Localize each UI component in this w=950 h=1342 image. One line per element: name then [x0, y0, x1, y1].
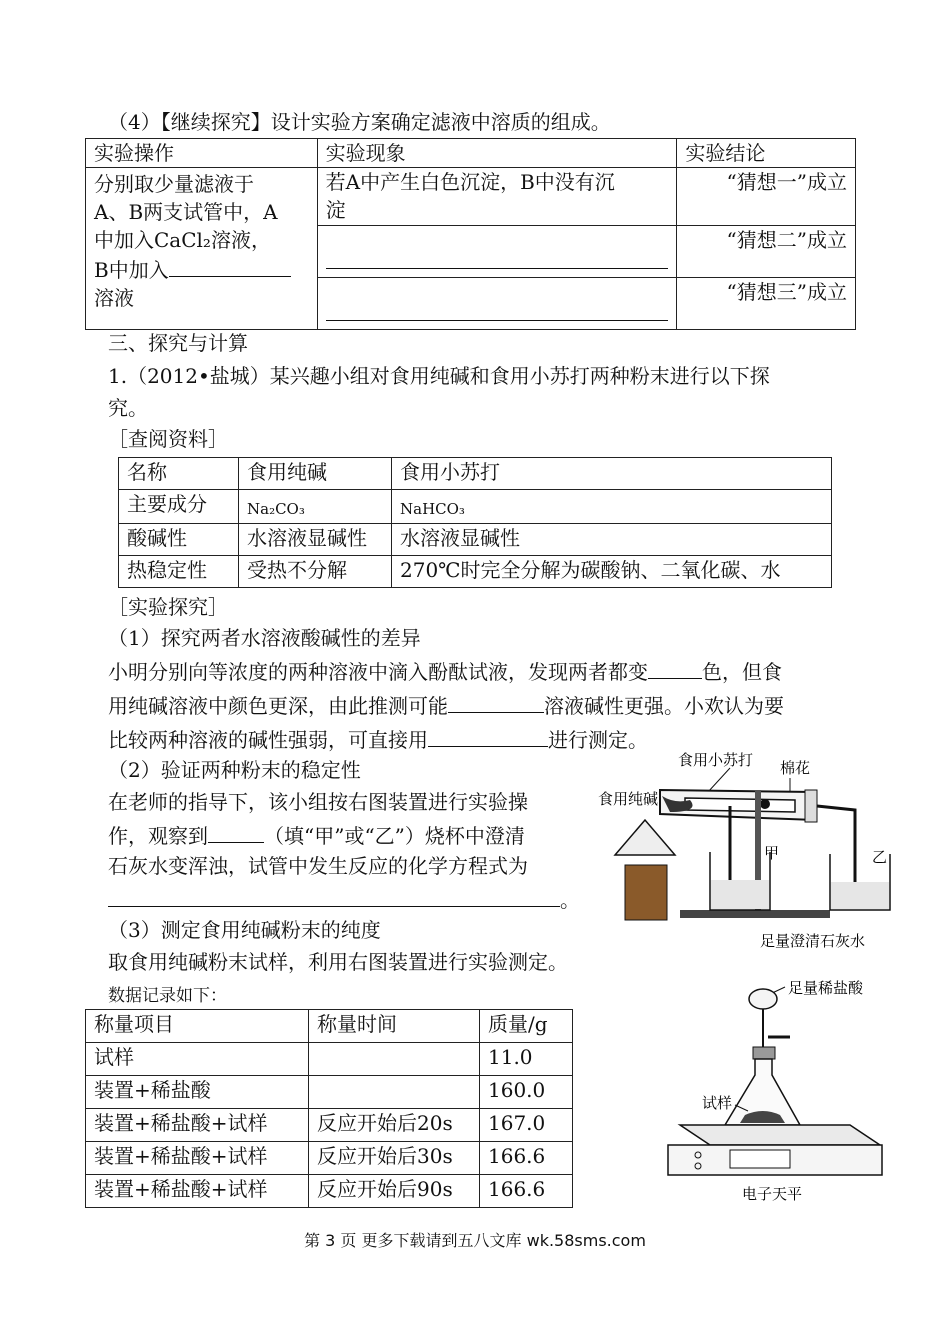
data-cell: 反应开始后30s — [309, 1142, 480, 1175]
balance-display — [730, 1150, 790, 1168]
wooden-block — [625, 865, 667, 920]
data-header: 质量/g — [480, 1010, 573, 1043]
label-jia: 甲 — [764, 844, 780, 862]
p3-line1: 取食用纯碱粉末试样，利用右图装置进行实验测定。 — [108, 950, 568, 974]
ref-cell: 酸碱性 — [119, 524, 239, 556]
label-limewater: 足量澄清石灰水 — [760, 932, 866, 950]
phenomenon-cell-3[interactable] — [317, 278, 677, 330]
pointer-line — [708, 768, 730, 792]
label-sample: 试样 — [702, 1094, 733, 1112]
operation-line: 中加入CaCl₂溶液， — [94, 228, 271, 252]
operation-cell — [86, 168, 318, 330]
explore-table — [85, 138, 856, 330]
operation-line: A、B两支试管中，A — [94, 200, 278, 224]
alcohol-lamp — [615, 820, 675, 855]
ref-cell: 主要成分 — [119, 490, 239, 524]
header-phenomenon: 实验现象 — [317, 139, 677, 168]
reference-table — [118, 457, 832, 588]
conclusion-2: “猜想二”成立 — [677, 226, 856, 278]
p3-heading: （3）测定食用纯碱粉末的纯度 — [108, 918, 381, 942]
data-cell: 反应开始后20s — [309, 1109, 480, 1142]
data-cell: 装置+稀盐酸+试样 — [86, 1142, 309, 1175]
operation-line: 分别取少量滤液于 — [94, 172, 254, 196]
stopper — [760, 799, 770, 809]
reference-label: ［查阅资料］ — [108, 427, 228, 451]
question1-line2: 究。 — [108, 396, 148, 420]
label-cotton: 棉花 — [780, 759, 811, 777]
label-acid: 足量稀盐酸 — [788, 979, 864, 997]
question1-line1: 1.（2012•盐城）某兴趣小组对食用纯碱和食用小苏打两种粉末进行以下探 — [108, 364, 770, 388]
cotton-plug — [805, 790, 817, 822]
p1-line1: 小明分别向等浓度的两种溶液中滴入酚酞试液，发现两者都变 色，但食 — [108, 656, 782, 686]
answer-blank[interactable] — [326, 300, 669, 321]
phenomenon-cell-1 — [317, 168, 677, 226]
data-header: 称量项目 — [86, 1010, 309, 1043]
ref-cell: 水溶液显碱性 — [392, 524, 832, 556]
ref-cell: 食用纯碱 — [239, 458, 392, 490]
data-cell: 160.0 — [480, 1076, 573, 1109]
ref-cell: 食用小苏打 — [392, 458, 832, 490]
data-cell: 装置+稀盐酸+试样 — [86, 1109, 309, 1142]
data-cell: 166.6 — [480, 1175, 573, 1208]
answer-blank[interactable] — [648, 656, 702, 679]
label-balance: 电子天平 — [742, 1185, 803, 1203]
conclusion-1: “猜想一”成立 — [677, 168, 856, 226]
answer-blank[interactable] — [208, 820, 264, 843]
conclusion-3: “猜想三”成立 — [677, 278, 856, 330]
record-label: 数据记录如下： — [108, 986, 227, 1006]
part3-title: 三、探究与计算 — [108, 331, 248, 355]
phenomenon-cell-2[interactable] — [317, 226, 677, 278]
label-soda: 食用纯碱 — [598, 790, 659, 808]
label-yi: 乙 — [872, 848, 888, 866]
data-cell: 167.0 — [480, 1109, 573, 1142]
data-cell: 试样 — [86, 1043, 309, 1076]
page-footer: 第 3 页 更多下载请到五八文库 wk.58sms.com — [304, 1231, 646, 1250]
p2-line2: 作，观察到 （填“甲”或“乙”）烧杯中澄清 — [108, 820, 525, 850]
ref-cell: NaHCO₃ — [392, 490, 832, 524]
p2-line1: 在老师的指导下，该小组按右图装置进行实验操 — [108, 790, 528, 814]
answer-blank[interactable] — [326, 248, 669, 269]
phenomenon-line: 若A中产生白色沉淀，B中没有沉 — [325, 170, 615, 194]
balance-platform — [680, 1125, 880, 1145]
data-cell: 反应开始后90s — [309, 1175, 480, 1208]
experiment-label: ［实验探究］ — [108, 595, 228, 619]
tube-to-yi — [817, 806, 855, 890]
limewater-yi — [831, 882, 889, 909]
answer-blank[interactable] — [169, 254, 291, 277]
header-conclusion: 实验结论 — [677, 139, 856, 168]
operation-line: B中加入 — [94, 254, 309, 284]
data-cell: 166.6 — [480, 1142, 573, 1175]
ref-cell: 受热不分解 — [239, 556, 392, 588]
phenomenon-line: 淀 — [325, 198, 346, 222]
data-cell — [309, 1076, 480, 1109]
separatory-funnel — [749, 989, 777, 1009]
data-cell: 装置+稀盐酸+试样 — [86, 1175, 309, 1208]
p1-line2: 用纯碱溶液中颜色更深，由此推测可能 溶液碱性更强。小欢认为要 — [108, 690, 784, 720]
ref-cell: 热稳定性 — [119, 556, 239, 588]
p2-line4: 。 — [108, 884, 580, 914]
data-header: 称量时间 — [309, 1010, 480, 1043]
section-4-heading: （4）【继续探究】设计实验方案确定滤液中溶质的组成。 — [108, 110, 611, 134]
balance-apparatus-figure — [660, 975, 900, 1205]
inner-test-tube — [685, 798, 795, 812]
ref-cell: 水溶液显碱性 — [239, 524, 392, 556]
p1-line3: 比较两种溶液的碱性强弱，可直接用 进行测定。 — [108, 724, 648, 754]
data-cell: 11.0 — [480, 1043, 573, 1076]
flask-stopper — [753, 1047, 775, 1059]
ref-cell: Na₂CO₃ — [239, 490, 392, 524]
label-sodadrink: 食用小苏打 — [678, 751, 754, 769]
answer-blank[interactable] — [108, 884, 560, 907]
answer-blank[interactable] — [448, 690, 544, 713]
p2-heading: （2）验证两种粉末的稳定性 — [108, 758, 361, 782]
operation-line: 溶液 — [94, 286, 134, 310]
data-cell: 装置+稀盐酸 — [86, 1076, 309, 1109]
p1-heading: （1）探究两者水溶液酸碱性的差异 — [108, 626, 421, 650]
p2-line3: 石灰水变浑浊，试管中发生反应的化学方程式为 — [108, 854, 528, 878]
ref-cell: 270℃时完全分解为碳酸钠、二氧化碳、水 — [392, 556, 832, 588]
header-operation: 实验操作 — [86, 139, 318, 168]
stand-base — [680, 910, 830, 918]
ref-cell: 名称 — [119, 458, 239, 490]
heating-apparatus-figure — [590, 740, 920, 960]
answer-blank[interactable] — [428, 724, 548, 747]
data-cell — [309, 1043, 480, 1076]
data-table — [85, 1009, 573, 1208]
limewater-jia — [711, 880, 769, 909]
